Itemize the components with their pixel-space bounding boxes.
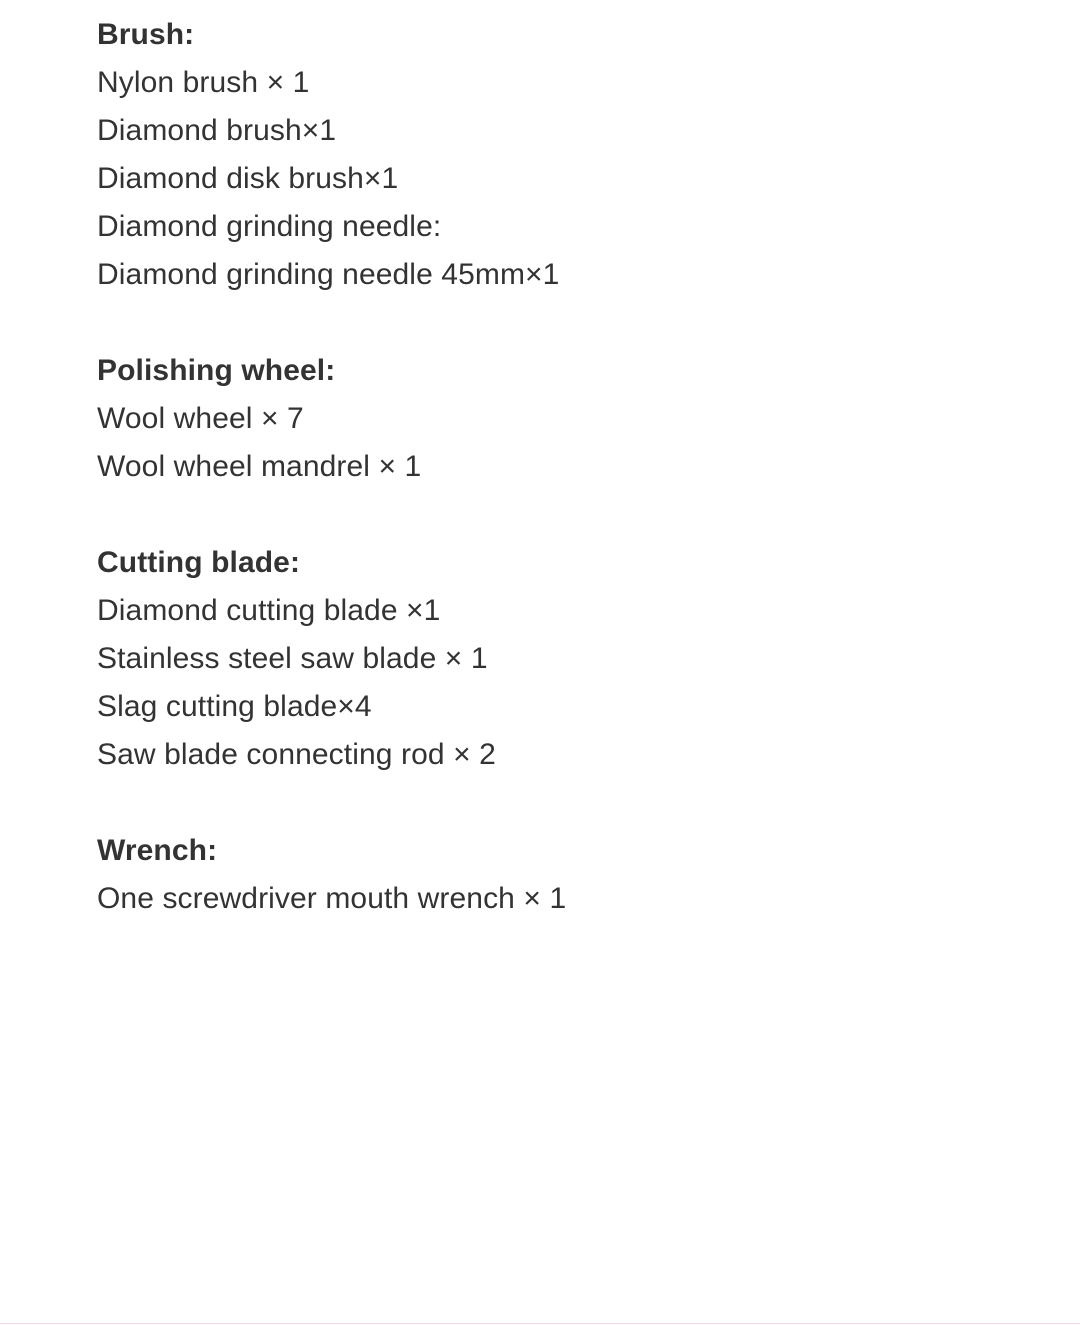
accessory-list — [97, 11, 997, 923]
section-brush — [97, 11, 997, 299]
list-item: Diamond brush×1 — [97, 114, 337, 147]
list-item: Nylon brush × 1 — [97, 66, 310, 99]
section-heading: Cutting blade: — [97, 546, 301, 579]
list-item: Diamond disk brush×1 — [97, 162, 399, 195]
list-item: One screwdriver mouth wrench × 1 — [97, 882, 567, 915]
list-item: Saw blade connecting rod × 2 — [97, 738, 496, 771]
list-item: Diamond grinding needle 45mm×1 — [97, 258, 560, 291]
section-polishing-wheel — [97, 347, 997, 491]
section-spacer — [97, 779, 997, 827]
section-cutting-blade — [97, 539, 997, 779]
list-item: Diamond cutting blade ×1 — [97, 594, 441, 627]
section-wrench — [97, 827, 997, 923]
section-heading: Wrench: — [97, 834, 218, 867]
section-heading: Brush: — [97, 18, 195, 51]
section-heading: Polishing wheel: — [97, 354, 336, 387]
list-item: Wool wheel × 7 — [97, 402, 304, 435]
list-item: Stainless steel saw blade × 1 — [97, 642, 488, 675]
list-item: Wool wheel mandrel × 1 — [97, 450, 422, 483]
bottom-divider — [0, 1323, 1080, 1324]
list-item: Diamond grinding needle: — [97, 210, 442, 243]
section-spacer — [97, 299, 997, 347]
section-spacer — [97, 491, 997, 539]
list-item: Slag cutting blade×4 — [97, 690, 372, 723]
